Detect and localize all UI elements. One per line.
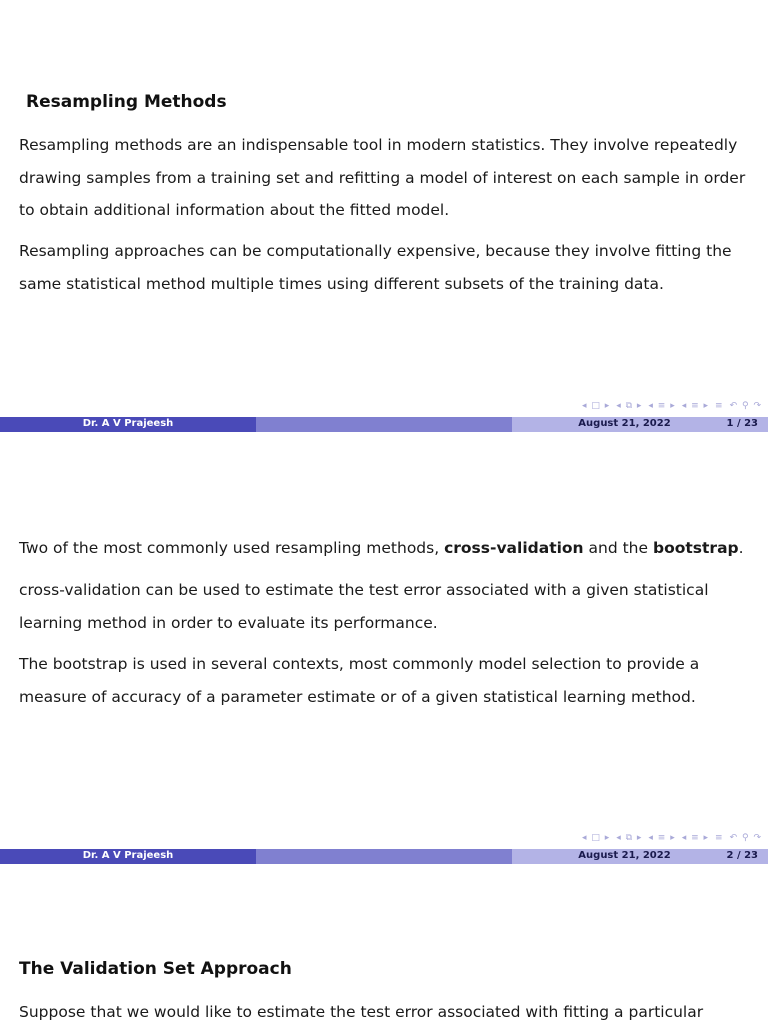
- footer-title-segment: [256, 417, 512, 432]
- footer-author-segment: [0, 849, 256, 864]
- paragraph: Suppose that we would like to estimate the test error associated with fitting a particular: [19, 1003, 704, 1021]
- slide-2: [0, 432, 768, 864]
- footer-date-segment: [512, 849, 768, 864]
- section-nav-icon[interactable]: ◂ ≡ ▸: [648, 401, 676, 411]
- paragraph: Resampling methods are an indispensable tool in modern statistics. They involve repeatedly drawing samples from a training set and refitting a model of interest on each sample in order to obtain additional information about the fitted model.: [19, 136, 746, 219]
- subsection-nav-icon[interactable]: ◂ ⧉ ▸: [616, 401, 643, 411]
- intro-paragraph: [19, 532, 754, 565]
- slide-3: [0, 864, 768, 1024]
- slide-title: Resampling Methods: [26, 92, 227, 112]
- slide-footer: [0, 417, 768, 432]
- footer-author-segment: [0, 417, 256, 432]
- search-back-forward-icon[interactable]: ↶ ⚲ ↷: [729, 401, 762, 411]
- subsection-list-nav-icon[interactable]: ◂ ≡ ▸: [681, 833, 710, 843]
- frame-nav-icon[interactable]: ◂ □ ▸: [581, 833, 611, 843]
- intro-text-after: .: [738, 539, 744, 557]
- footer-date: August 21, 2022: [578, 850, 671, 861]
- intro-text-before: Two of the most commonly used resampling methods,: [19, 539, 445, 557]
- footer-author: Dr. A V Prajeesh: [82, 850, 174, 861]
- section-nav-icon[interactable]: ◂ ≡ ▸: [648, 833, 676, 843]
- slide-1: [0, 0, 768, 432]
- footer-date: August 21, 2022: [578, 418, 671, 429]
- page-number: 2 / 23: [726, 850, 758, 861]
- frame-nav-icon[interactable]: ◂ □ ▸: [581, 401, 611, 411]
- appendix-nav-icon[interactable]: ≡: [715, 833, 724, 843]
- term-bootstrap: bootstrap: [652, 539, 739, 557]
- search-back-forward-icon[interactable]: ↶ ⚲ ↷: [729, 833, 762, 843]
- slide-title: The Validation Set Approach: [19, 959, 292, 979]
- beamer-navigation-bar[interactable]: [576, 833, 762, 845]
- appendix-nav-icon[interactable]: ≡: [715, 401, 724, 411]
- paragraph: Resampling approaches can be computationally expensive, because they involve fitting the same statistical method multiple times using different subsets of the training data.: [19, 242, 732, 293]
- term-cross-validation: cross-validation: [444, 539, 584, 557]
- paragraph: cross-validation can be used to estimate the test error associated with a given statistical learning method in order to evaluate its performance.: [19, 581, 709, 632]
- beamer-navigation-bar[interactable]: [576, 401, 762, 413]
- footer-title-segment: [256, 849, 512, 864]
- footer-date-segment: [512, 417, 768, 432]
- page-number: 1 / 23: [726, 418, 758, 429]
- paragraph: The bootstrap is used in several contexts, most commonly model selection to provide a measure of accuracy of a parameter estimate or of a given statistical learning method.: [19, 655, 700, 706]
- slide-footer: [0, 849, 768, 864]
- intro-text-middle: and the: [583, 539, 653, 557]
- footer-author: Dr. A V Prajeesh: [82, 418, 174, 429]
- subsection-list-nav-icon[interactable]: ◂ ≡ ▸: [681, 401, 710, 411]
- subsection-nav-icon[interactable]: ◂ ⧉ ▸: [616, 833, 643, 843]
